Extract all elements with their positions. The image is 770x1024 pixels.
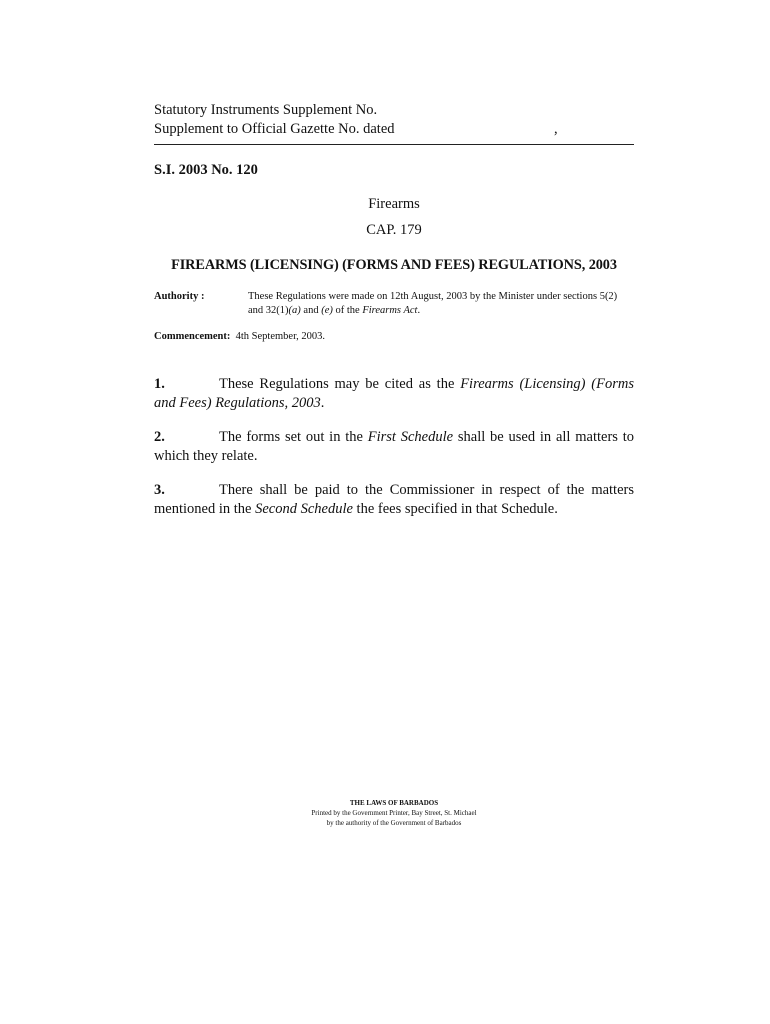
footer-title: THE LAWS OF BARBADOS [349, 799, 439, 807]
paragraph-2: 2. The forms set out in the First Schedule shall be used in all matters to which they relate. [154, 429, 634, 464]
footer-authority-line: by the authority of the Government of Barbados [326, 819, 462, 827]
paragraph-3: 3. There shall be paid to the Commissioner in respect of the matters mentioned in the Second Schedule the fees specified in that Schedule. [154, 482, 634, 517]
commencement-label: Commencement: [154, 331, 231, 342]
header-rule [154, 144, 634, 145]
si-number: S.I. 2003 No. 120 [154, 162, 258, 178]
page-footer [154, 798, 634, 828]
subject-heading: Firearms [368, 196, 420, 212]
cap-number: CAP. 179 [366, 222, 422, 238]
authority-label: Authority : [154, 291, 205, 302]
regulations-title: FIREARMS (LICENSING) (FORMS AND FEES) REGULATIONS, 2003 [171, 257, 617, 273]
paragraph-1: 1. These Regulations may be cited as the Firearms (Licensing) (Forms and Fees) Regulations, 2003. [154, 376, 634, 411]
footer-printer-line: Printed by the Government Printer, Bay Street, St. Michael [311, 809, 477, 817]
header-comma: , [554, 121, 558, 137]
authority-text: These Regulations were made on 12th August, 2003 by the Minister under sections 5(2) and 32(1)(a) and (e) of the Firearms Act. [248, 291, 618, 316]
commencement-line [154, 330, 325, 344]
supplement-header-line2: Supplement to Official Gazette No. dated [154, 121, 395, 137]
commencement-date: 4th September, 2003. [235, 331, 326, 342]
supplement-header-line1: Statutory Instruments Supplement No. [154, 102, 378, 118]
